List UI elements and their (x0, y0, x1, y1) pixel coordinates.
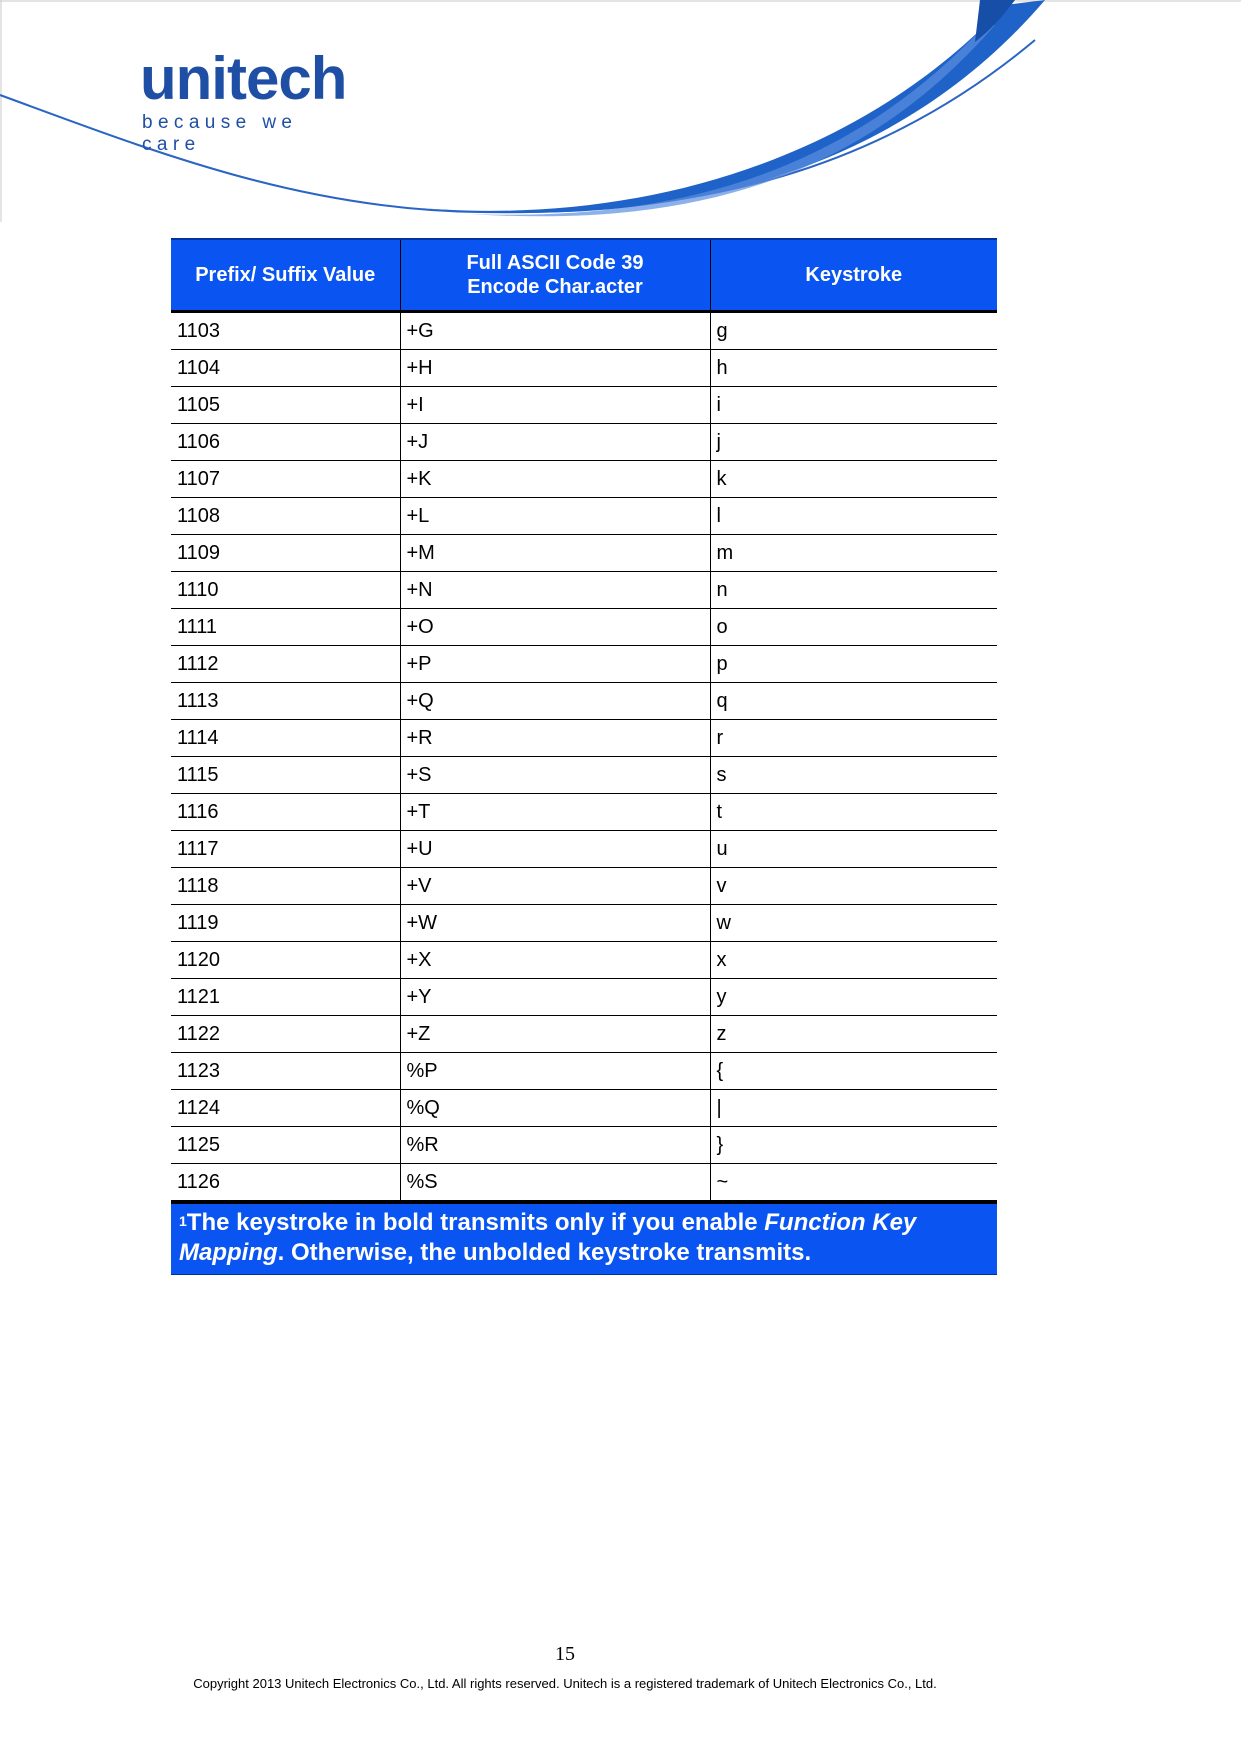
header-prefix-suffix-value: Prefix/ Suffix Value (171, 239, 400, 312)
cell-code: %Q (400, 1090, 710, 1127)
cell-value: 1108 (171, 498, 400, 535)
cell-value: 1113 (171, 683, 400, 720)
cell-code: +Q (400, 683, 710, 720)
cell-code: +G (400, 312, 710, 350)
table-row (171, 979, 997, 1016)
cell-code: +Y (400, 979, 710, 1016)
cell-value: 1121 (171, 979, 400, 1016)
cell-code: +W (400, 905, 710, 942)
cell-keystroke: r (710, 720, 997, 757)
cell-keystroke: w (710, 905, 997, 942)
cell-value: 1110 (171, 572, 400, 609)
cell-keystroke: g (710, 312, 997, 350)
table-row (171, 1016, 997, 1053)
table-row (171, 868, 997, 905)
cell-code: +O (400, 609, 710, 646)
cell-value: 1116 (171, 794, 400, 831)
cell-keystroke: x (710, 942, 997, 979)
cell-keystroke: u (710, 831, 997, 868)
table-row (171, 794, 997, 831)
footnote-text-before: The keystroke in bold transmits only if you enable (186, 1209, 765, 1236)
cell-keystroke: s (710, 757, 997, 794)
cell-code: +X (400, 942, 710, 979)
table-row (171, 942, 997, 979)
cell-code: +T (400, 794, 710, 831)
table-row (171, 609, 997, 646)
table-row (171, 831, 997, 868)
cell-value: 1104 (171, 350, 400, 387)
cell-value: 1107 (171, 461, 400, 498)
table-row (171, 312, 997, 350)
cell-keystroke: v (710, 868, 997, 905)
footnote-marker: 1 (179, 1213, 187, 1229)
header-full-ascii-line2: Encode Char.acter (467, 276, 643, 298)
table-row (171, 572, 997, 609)
cell-keystroke: p (710, 646, 997, 683)
prefix-suffix-table (171, 238, 997, 1201)
page-number: 15 (555, 1643, 575, 1665)
header-full-ascii (400, 239, 710, 312)
table-row (171, 1127, 997, 1164)
cell-code: +N (400, 572, 710, 609)
cell-keystroke: m (710, 535, 997, 572)
table-row (171, 683, 997, 720)
cell-value: 1119 (171, 905, 400, 942)
cell-value: 1125 (171, 1127, 400, 1164)
table-row (171, 646, 997, 683)
header-keystroke: Keystroke (710, 239, 997, 312)
cell-keystroke: n (710, 572, 997, 609)
cell-code: +Z (400, 1016, 710, 1053)
cell-code: +P (400, 646, 710, 683)
logo-wordmark: unitech (140, 45, 347, 112)
cell-keystroke: y (710, 979, 997, 1016)
prefix-suffix-table-container (171, 238, 997, 1275)
cell-code: +J (400, 424, 710, 461)
cell-code: +S (400, 757, 710, 794)
table-row (171, 905, 997, 942)
cell-code: +I (400, 387, 710, 424)
cell-code: +K (400, 461, 710, 498)
cell-value: 1120 (171, 942, 400, 979)
cell-value: 1103 (171, 312, 400, 350)
copyright-notice: Copyright 2013 Unitech Electronics Co., Ltd. All rights reserved. Unitech is a registered trademark of Unitech Electronics Co., Ltd. (193, 1676, 937, 1691)
cell-value: 1123 (171, 1053, 400, 1090)
cell-code: +U (400, 831, 710, 868)
cell-code: +H (400, 350, 710, 387)
header-full-ascii-line1: Full ASCII Code 39 (466, 252, 644, 274)
table-row (171, 424, 997, 461)
cell-code: +L (400, 498, 710, 535)
cell-keystroke: l (710, 498, 997, 535)
table-row (171, 757, 997, 794)
table-row (171, 350, 997, 387)
cell-keystroke: o (710, 609, 997, 646)
table-row (171, 1164, 997, 1201)
cell-keystroke: { (710, 1053, 997, 1090)
cell-code: %S (400, 1164, 710, 1201)
cell-value: 1111 (171, 609, 400, 646)
cell-value: 1112 (171, 646, 400, 683)
cell-value: 1122 (171, 1016, 400, 1053)
cell-keystroke: ~ (710, 1164, 997, 1201)
table-row (171, 1053, 997, 1090)
cell-keystroke: k (710, 461, 997, 498)
cell-keystroke: } (710, 1127, 997, 1164)
cell-value: 1117 (171, 831, 400, 868)
cell-keystroke: | (710, 1090, 997, 1127)
table-row (171, 498, 997, 535)
cell-keystroke: t (710, 794, 997, 831)
cell-value: 1126 (171, 1164, 400, 1201)
cell-code: +V (400, 868, 710, 905)
function-key-footnote (171, 1201, 997, 1275)
table-row (171, 1090, 997, 1127)
cell-code: %R (400, 1127, 710, 1164)
cell-value: 1109 (171, 535, 400, 572)
footnote-emphasis: Function Key Mapping (179, 1209, 917, 1266)
cell-value: 1105 (171, 387, 400, 424)
table-header-row (171, 239, 997, 312)
cell-keystroke: h (710, 350, 997, 387)
cell-keystroke: z (710, 1016, 997, 1053)
logo-tagline: because we care (142, 112, 298, 155)
cell-keystroke: q (710, 683, 997, 720)
cell-value: 1118 (171, 868, 400, 905)
table-row (171, 387, 997, 424)
cell-value: 1114 (171, 720, 400, 757)
table-row (171, 461, 997, 498)
cell-value: 1106 (171, 424, 400, 461)
footnote-text-after: . Otherwise, the unbolded keystroke transmits. (277, 1239, 812, 1266)
cell-value: 1124 (171, 1090, 400, 1127)
cell-keystroke: i (710, 387, 997, 424)
table-row (171, 535, 997, 572)
table-row (171, 720, 997, 757)
cell-code: +R (400, 720, 710, 757)
cell-code: %P (400, 1053, 710, 1090)
cell-value: 1115 (171, 757, 400, 794)
unitech-logo (140, 45, 360, 156)
cell-keystroke: j (710, 424, 997, 461)
cell-code: +M (400, 535, 710, 572)
